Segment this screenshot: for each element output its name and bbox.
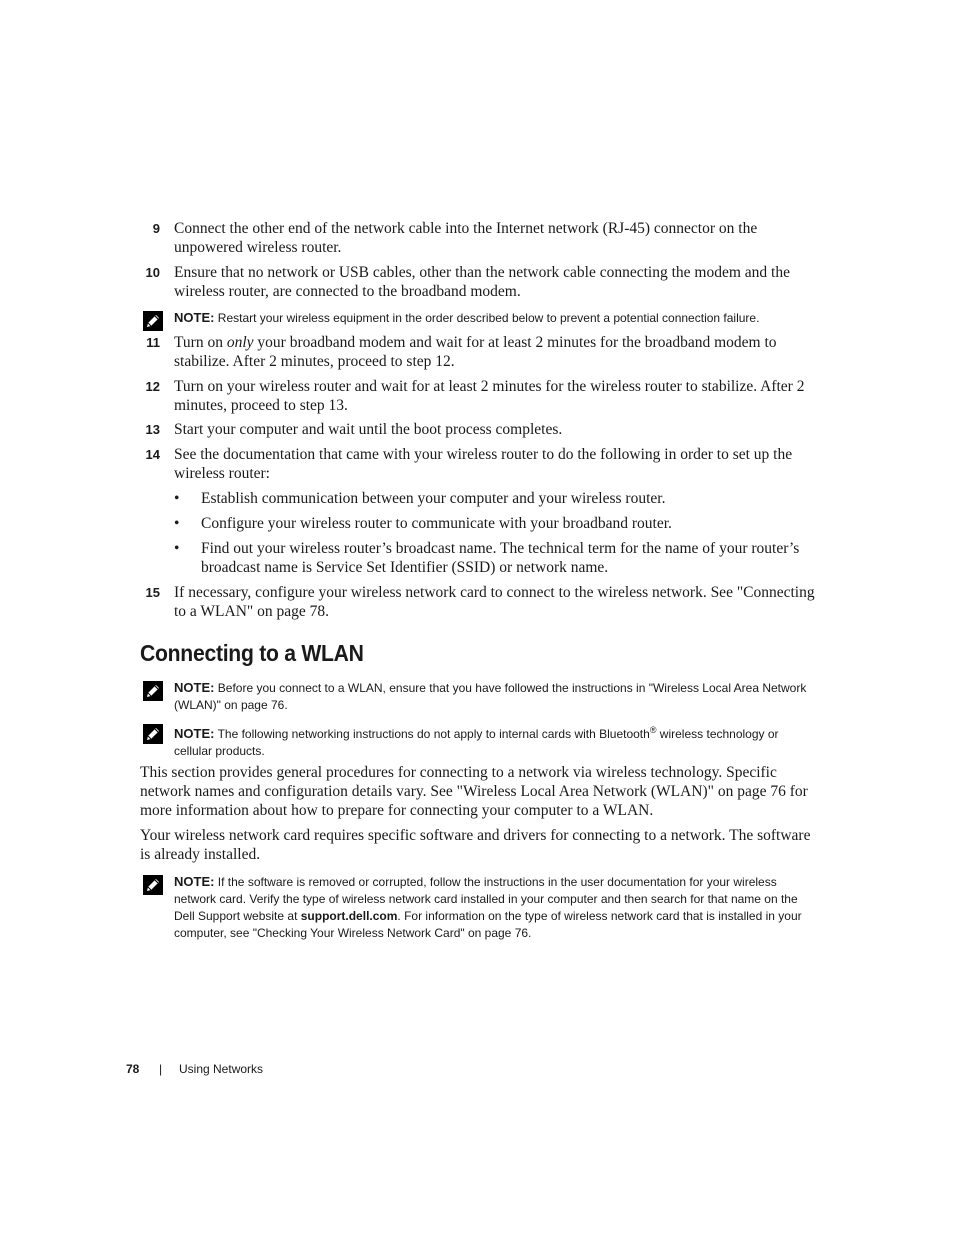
bullet-item (174, 489, 814, 508)
step-text: If necessary, configure your wireless network card to connect to the wireless network. See "Connecting to a WLAN" on page 78. (174, 584, 815, 620)
bullet-text: Find out your wireless router’s broadcast name. The technical term for the name of your router’s broadcast name is Service Set Identifier (SSID) or network name. (201, 540, 800, 576)
step-number: 10 (145, 265, 160, 280)
step-text: Connect the other end of the network cable into the Internet network (RJ-45) connector on the unpowered wireless router. (174, 220, 758, 256)
note-pencil-icon (142, 723, 164, 745)
body-paragraph: Your wireless network card requires specific software and drivers for connecting to a network. The software is already installed. (140, 827, 811, 863)
note-callout (140, 722, 815, 760)
bullet-item (174, 514, 814, 533)
step-number: 9 (152, 221, 160, 236)
step-text: Ensure that no network or USB cables, other than the network cable connecting the modem and the wireless router, are connected to the broadband modem. (174, 264, 790, 300)
step-text: See the documentation that came with your wireless router to do the following in order to set up the wireless router: (174, 446, 793, 482)
list-item (140, 263, 815, 301)
registered-mark: ® (649, 725, 657, 735)
list-item (140, 420, 815, 439)
note-text: Restart your wireless equipment in the order described below to prevent a potential connection failure. (217, 311, 760, 325)
note-callout (140, 309, 815, 327)
list-item (140, 583, 815, 621)
note-pencil-icon (142, 310, 164, 332)
note-label: NOTE: (174, 680, 215, 695)
step-text: Turn on your wireless router and wait for at least 2 minutes for the wireless router to stabilize. After 2 minutes, proceed to step 13. (174, 378, 805, 414)
emphasis: only (226, 334, 254, 351)
bullet-text: Configure your wireless router to communicate with your broadband router. (201, 515, 672, 532)
bullet-icon: • (174, 490, 180, 507)
bullet-icon: • (174, 515, 180, 532)
note-text: Before you connect to a WLAN, ensure that you have followed the instructions in "Wireless Local Area Network (WLAN)" on page 76. (174, 681, 807, 712)
support-link[interactable]: support.dell.com (300, 909, 398, 923)
note-pencil-icon (142, 680, 164, 702)
body-paragraph: This section provides general procedures for connecting to a network via wireless technology. Specific network names and configuration details vary. See "Wireless Local Area Network (WLAN)" on page 76 for more information about how to prepare for connecting your computer to a WLAN. (140, 764, 808, 819)
note-callout (140, 679, 815, 714)
list-item (140, 377, 815, 415)
note-text: If the software is removed or corrupted, follow the instructions in the user documentation for your wireless network card. Verify the type of wireless network card installed in your computer and then search for that name on the Dell Support website at support.dell.com. For information on the type of wireless network card that is installed in your computer, see "Checking Your Wireless Network Card" on page 76. (174, 875, 802, 940)
note-label: NOTE: (174, 726, 215, 741)
note-callout (140, 873, 815, 942)
step-number: 12 (145, 379, 160, 394)
list-item (140, 333, 815, 371)
section-title: Using Networks (179, 1062, 264, 1076)
list-item (140, 445, 815, 483)
bullet-icon: • (174, 540, 180, 557)
page-number: 78 (126, 1062, 140, 1076)
list-item (140, 219, 815, 257)
step-number: 13 (145, 422, 160, 437)
section-heading: Connecting to a WLAN (140, 640, 364, 666)
step-number: 11 (146, 335, 160, 350)
step-text: Start your computer and wait until the boot process completes. (174, 421, 563, 438)
step-text: Turn on only your broadband modem and wait for at least 2 minutes for the broadband modem to stabilize. After 2 minutes, proceed to step 12. (174, 334, 777, 370)
note-label: NOTE: (174, 310, 215, 325)
footer-separator: | (159, 1062, 163, 1076)
step-number: 14 (145, 447, 160, 462)
note-label: NOTE: (174, 874, 215, 889)
note-pencil-icon (142, 874, 164, 896)
note-text: The following networking instructions do not apply to internal cards with Bluetooth® wireless technology or cellular products. (174, 725, 779, 758)
bullet-text: Establish communication between your computer and your wireless router. (201, 490, 666, 507)
bullet-item (174, 539, 814, 577)
step-number: 15 (145, 585, 160, 600)
